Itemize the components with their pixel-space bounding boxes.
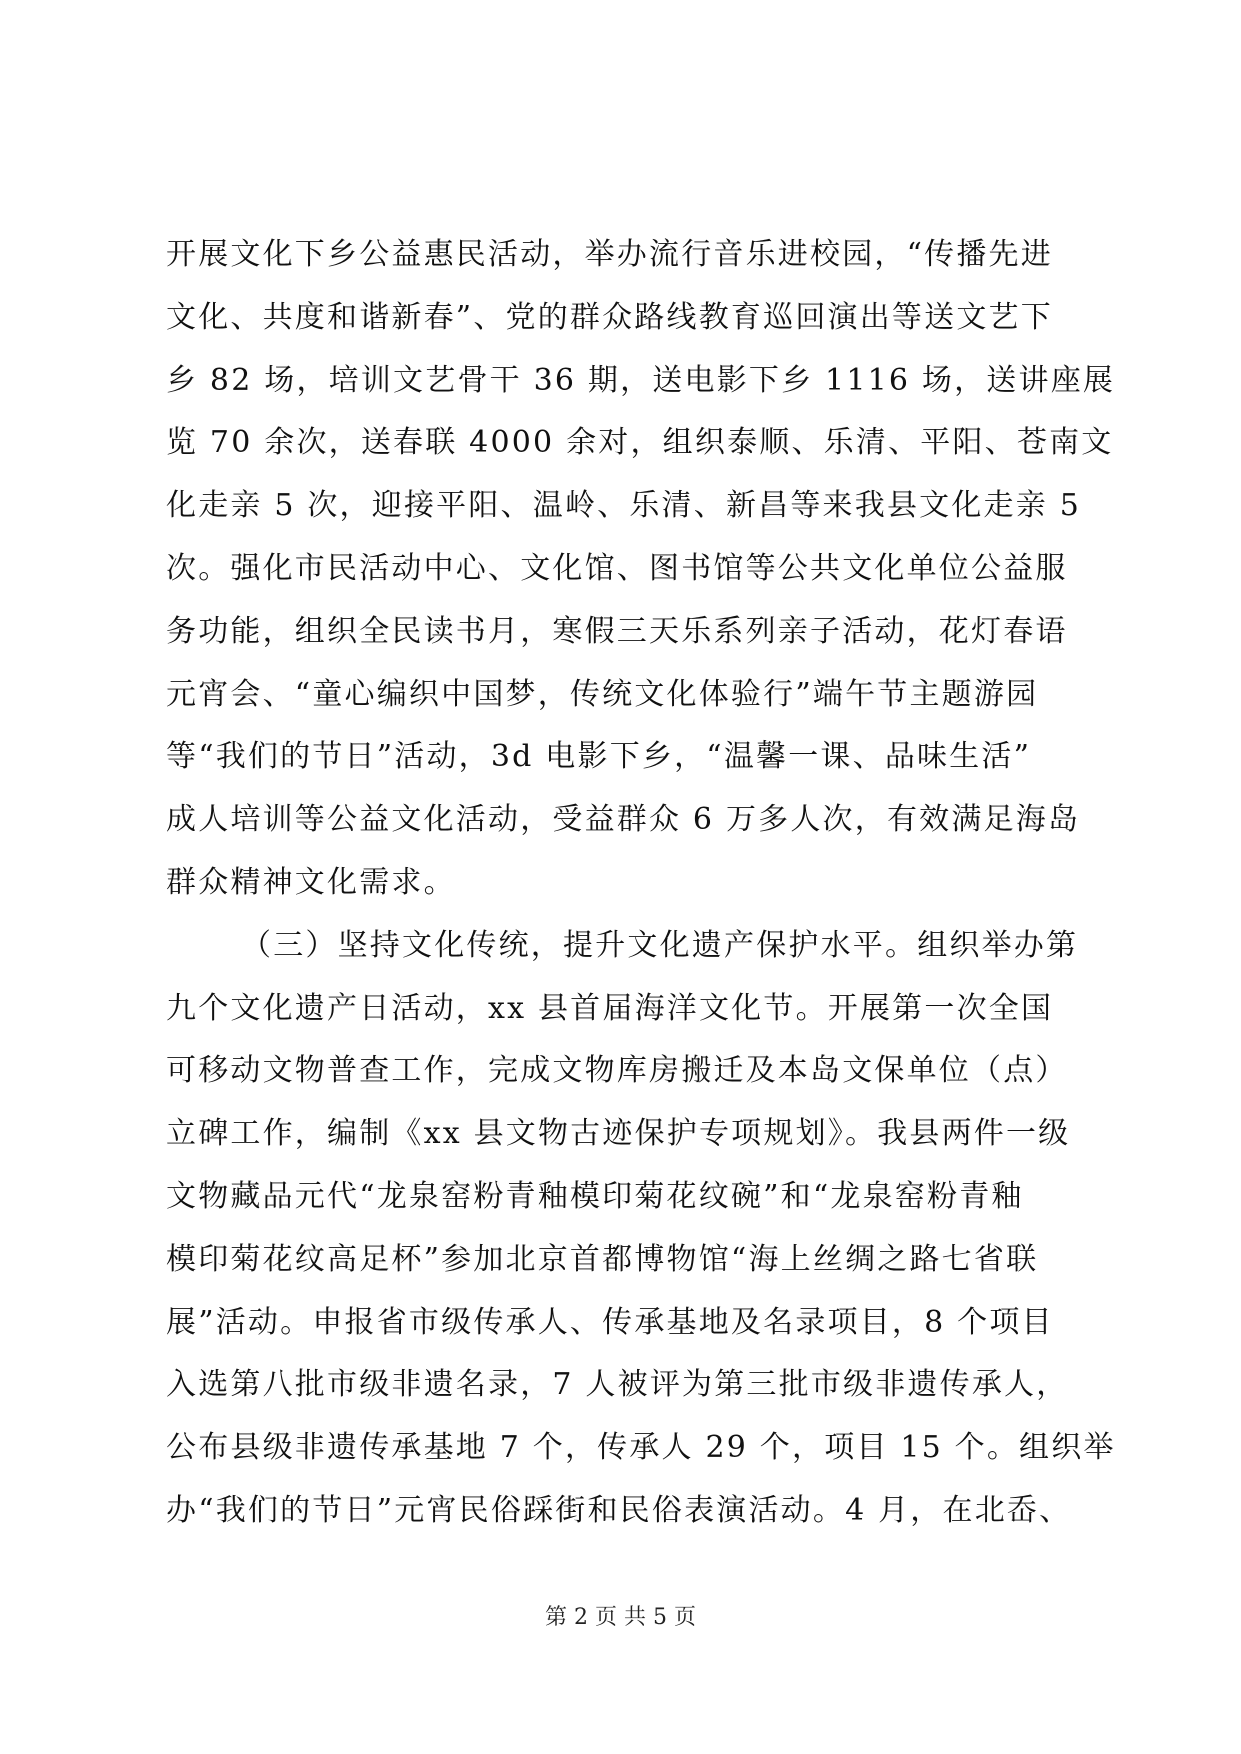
- text-line: 成人培训等公益文化活动，受益群众 6 万多人次，有效满足海岛: [166, 802, 1081, 838]
- text-line: 化走亲 5 次，迎接平阳、温岭、乐清、新昌等来我县文化走亲 5: [166, 488, 1081, 524]
- text-line: 入选第八批市级非遗名录，7 人被评为第三批市级非遗传承人，: [166, 1367, 1069, 1403]
- text-line: 办“我们的节日”元宵民俗踩街和民俗表演活动。4 月，在北岙、: [166, 1492, 1072, 1528]
- text-line: 次。强化市民活动中心、文化馆、图书馆等公共文化单位公益服: [166, 550, 1068, 586]
- text-line: 等“我们的节日”活动，3d 电影下乡，“温馨一课、品味生活”: [166, 739, 1032, 775]
- body-text: [166, 224, 1116, 1543]
- text-line: 乡 82 场，培训文艺骨干 36 期，送电影下乡 1116 场，送讲座展: [166, 362, 1116, 398]
- text-line: 九个文化遗产日活动，xx 县首届海洋文化节。开展第一次全国: [166, 990, 1054, 1026]
- text-line: 开展文化下乡公益惠民活动，举办流行音乐进校园，“传播先进: [166, 237, 1053, 272]
- text-line: 务功能，组织全民读书月，寒假三天乐系列亲子活动，花灯春语: [166, 613, 1068, 649]
- paragraph-start-line: （三）坚持文化传统，提升文化遗产保护水平。组织举办第: [241, 927, 1079, 963]
- text-line: 展”活动。申报省市级传承人、传承基地及名录项目，8 个项目: [166, 1304, 1054, 1340]
- text-line: 公布县级非遗传承基地 7 个，传承人 29 个，项目 15 个。组织举: [166, 1430, 1116, 1466]
- text-line: 览 70 余次，送春联 4000 余对，组织泰顺、乐清、平阳、苍南文: [166, 425, 1114, 461]
- text-line: 模印菊花纹高足杯”参加北京首都博物馆“海上丝绸之路七省联: [166, 1241, 1039, 1277]
- page-number: 第 2 页 共 5 页: [545, 1605, 696, 1630]
- text-line: 文物藏品元代“龙泉窑粉青釉模印菊花纹碗”和“龙泉窑粉青釉: [166, 1178, 1024, 1214]
- text-line: 群众精神文化需求。: [166, 864, 456, 900]
- text-line: 立碑工作，编制《xx 县文物古迹保护专项规划》。我县两件一级: [166, 1116, 1071, 1152]
- text-line: 可移动文物普查工作，完成文物库房搬迁及本岛文保单位（点）: [166, 1053, 1068, 1089]
- text-line: 元宵会、“童心编织中国梦，传统文化体验行”端午节主题游园: [166, 676, 1039, 712]
- text-line: 文化、共度和谐新春”、党的群众路线教育巡回演出等送文艺下: [166, 299, 1053, 335]
- page-footer: [0, 1603, 1241, 1633]
